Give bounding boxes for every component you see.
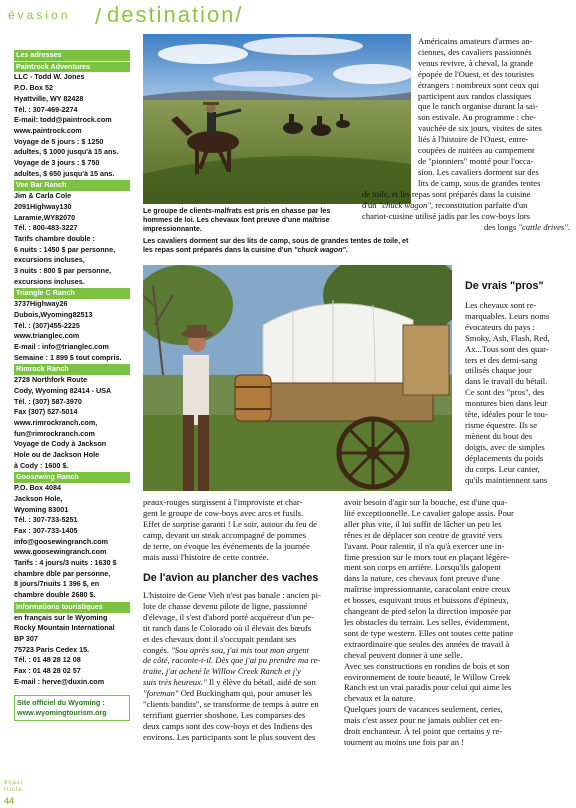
section-title: destination/ <box>107 2 244 27</box>
article-quote: de côté, raconte-t-il. Dès que j'ai pu prendre ma re- <box>143 655 321 666</box>
sidebar-line: Fax : 307-733-1405 <box>14 525 78 535</box>
footer-label <box>4 780 23 794</box>
article-text: , reconstitution parfaite d'un <box>430 199 528 210</box>
sidebar-heading: Paintrock Adventures <box>14 62 130 73</box>
sidebar-line: en français sur le Wyoming <box>14 612 108 622</box>
section-label: évasion <box>8 8 71 22</box>
article-line: "clients bandits", se transforme de temps à autre en <box>143 699 319 710</box>
article-quote: "Sou après sou, j'ai mis tout mon argent <box>171 644 310 655</box>
header-slash: / <box>95 4 102 29</box>
article-line: évocateurs du pays : <box>465 321 535 332</box>
sidebar-line: Tél. : 307-733-5251 <box>14 515 78 525</box>
article-line: tit ranch dans le Colorado où il élevait des bœufs <box>143 622 312 633</box>
article-line: ters et des demi-sang <box>465 354 538 365</box>
sidebar-heading: Informations touristiques <box>14 602 130 613</box>
article-line: dans le travail du bétail. <box>465 376 548 387</box>
sidebar-line: adultes, $ 650 jusqu'à 15 ans. <box>14 168 115 178</box>
sidebar-line: Voyage de 3 jours : $ 750 <box>14 158 100 168</box>
official-site-box <box>14 695 130 721</box>
heading-avion: De l'avion au plancher des vaches <box>143 572 319 584</box>
sidebar-line: fun@rimrockranch.com <box>14 428 95 438</box>
article-text: . <box>567 221 570 232</box>
sidebar-line: chambre double 2680 $. <box>14 590 96 600</box>
article-line: du corps. Leur canter, <box>465 463 540 474</box>
article-line: terrifiant guerrier shoshone. Les comparses des <box>143 709 306 720</box>
caption-line: hommes de loi. Les chevaux font preuve d'une maîtrise <box>143 216 330 225</box>
article-line: épopée de l'Ouest, et des touristes <box>418 68 535 79</box>
article-line: vauchée de six jours, visites de sites <box>418 123 542 134</box>
article-line: et des chevaux dont il s'occupait pendant ses <box>143 633 297 644</box>
article-line: et bosses, esquivant trous et buissons d'épineux, <box>344 595 509 606</box>
sidebar-line: Voyage de 5 jours : $ 1250 <box>14 136 104 146</box>
article-line: cheval peuvent donner à une selle. <box>344 649 463 660</box>
sidebar-line: www.paintrock.com <box>14 125 82 135</box>
article-line: de toile, et les repas sont préparés dans la cuisine <box>362 189 531 199</box>
sidebar-line: E-mail : herve@duxin.com <box>14 676 105 686</box>
article-line: chariot-cuisine utilisé jadis par les cow-boys lors <box>362 210 531 221</box>
sidebar-line: excursions incluses. <box>14 276 85 286</box>
article-line: changeant de pied selon la direction imposée par <box>344 606 512 617</box>
photo-riders-chase <box>143 34 411 204</box>
article-line: déplacements du poids <box>465 452 544 463</box>
article-col-avion <box>143 590 340 743</box>
article-line: mais c'est assez pour ne jamais oublier cet en- <box>344 715 503 726</box>
sidebar-line: 2091Highway130 <box>14 201 72 211</box>
sidebar-line: Tarifs chambre double : <box>14 233 95 243</box>
article-col-top-right <box>418 36 570 189</box>
caption-line: Le groupe de clients-malfrats est pris en chasse par les <box>143 207 331 215</box>
article-line: Les chevaux sont re- <box>465 300 537 310</box>
article-line: d'élevage, il s'est d'abord porté acquéreur d'un pe- <box>143 611 314 622</box>
sidebar-line: Voyage de Cody à Jackson <box>14 439 107 449</box>
sidebar-line: P.O. Box 52 <box>14 83 54 93</box>
sidebar-line: 8 jours/7nuits 1 396 $, en <box>14 579 100 589</box>
article-line: lote de chasse devenu pilote de ligne, passionné <box>143 600 308 611</box>
article-emphasis: "chuck wagon" <box>378 199 431 210</box>
sidebar-line: 6 nuits : 1450 $ par personne, <box>14 244 116 254</box>
footer-line: évasi <box>4 780 24 786</box>
sidebar-line: adultes, $ 1000 jusqu'à 15 ans. <box>14 147 119 157</box>
article-col-right <box>344 497 569 748</box>
article-wide-lines <box>362 189 570 233</box>
sidebar-line: BP 307 <box>14 633 38 643</box>
sidebar-heading: Goosewing Ranch <box>14 472 130 483</box>
article-emphasis: "foreman" <box>143 688 179 699</box>
sidebar-line: Semaine : 1 899 $ tout compris. <box>14 352 122 362</box>
article-line: environnement de toute beauté, le Willow Creek <box>344 671 511 682</box>
heading-vrais-pros: De vrais "pros" <box>465 280 544 292</box>
sidebar-line: à Cody : 1600 $. <box>14 460 69 470</box>
sidebar-line: Jim & Carla Cole <box>14 191 72 201</box>
sidebar-line: E-mail: todd@paintrock.com <box>14 115 112 125</box>
article-text: d'un <box>362 199 379 210</box>
page-number: 44 <box>4 796 15 806</box>
article-text: congés. <box>143 644 172 655</box>
page-header <box>0 0 576 34</box>
article-line: lits de camp, sous de grandes tentes <box>418 177 541 188</box>
article-col-middle <box>143 497 340 562</box>
sidebar-line: Wyoming 83001 <box>14 504 69 514</box>
article-line: venus revivre, à cheval, la grande <box>418 57 534 68</box>
article-line: Ax...Tous sont des quar- <box>465 343 549 354</box>
sidebar-heading: Triangle C Ranch <box>14 288 130 299</box>
article-text: Ord Buckingham qui, pour amuser les <box>178 688 312 699</box>
chuck-wagon-image <box>143 265 452 491</box>
article-line: Effet de surprise garanti ! Le soir, autour du feu de <box>143 518 317 529</box>
article-line: tournent au moins une fois par an ! <box>344 736 465 747</box>
article-line: lité exceptionnelle. Le cavalier galope assis. Pour <box>344 507 514 518</box>
article-line: que le ranch organise durant la sai- <box>418 101 539 112</box>
article-line: camp, devant un steak accompagné de pommes <box>143 529 306 540</box>
sidebar-line: Rocky Mountain International <box>14 623 115 633</box>
caption-text: . <box>345 246 348 255</box>
sidebar-line: LLC - Todd W. Jones <box>14 72 85 82</box>
sidebar-line: Tél. : 01 48 28 12 08 <box>14 655 81 665</box>
article-line: fime pression sur le mors tout en plaçant légère- <box>344 551 510 562</box>
article-quote: traite, j'ai acheté le Willow Creek Ranch et j'y <box>143 666 301 677</box>
article-line: avoir besoin d'agir sur la bouche, est d'une qua- <box>344 497 508 507</box>
article-line: dans la nature, ces chevaux font preuve d'une <box>344 573 500 584</box>
caption-line: impressionnante. <box>143 225 202 234</box>
sidebar-line: Tél. : 307-469-2274 <box>14 104 78 114</box>
sidebar-line: chambre dble par personne, <box>14 568 111 578</box>
sidebar-line: Cody, Wyoming 82414 - USA <box>14 385 112 395</box>
site-url: www.wyomingtourism.org <box>17 708 107 718</box>
article-line: ment son corps en arrière. Lorsqu'ils galopent <box>344 562 501 573</box>
article-line: Quelques jours de vacances seulement, certes, <box>344 704 503 715</box>
article-line: de "pionniers" monté pour l'occa- <box>418 155 534 166</box>
article-line: droit enchanteur. À tel point que certains y re- <box>344 726 503 737</box>
article-line: sont de type western. Elles ont toutes cette patine <box>344 627 514 638</box>
sidebar-line: 75723 Paris Cedex 15. <box>14 644 90 654</box>
sidebar-line: Hole ou de Jackson Hole <box>14 450 100 460</box>
caption-photo2 <box>143 237 411 255</box>
sidebar-line: Fax (307) 527-5014 <box>14 407 78 417</box>
article-line: les obstacles du terrain. Les selles, évidemment, <box>344 616 510 627</box>
article-col-pros <box>465 300 569 485</box>
sidebar-line: info@goosewingranch.com <box>14 536 109 546</box>
sidebar-line: E-mail : info@trianglec.com <box>14 341 109 351</box>
article-line: tête, idéales pour le tou- <box>465 409 548 420</box>
article-line: gent le groupe de cow-boys avec arcs et fusils. <box>143 507 304 518</box>
footer-line: rticle <box>4 787 23 793</box>
article-line: risme équestre. Ils se <box>465 419 538 430</box>
article-line: étrangers : nombreux sont ceux qui <box>418 79 539 90</box>
article-line: aller plus vite, il lui suffit de lâcher un peu les <box>344 518 502 529</box>
article-line: qu'ils maintiennent sans <box>465 474 548 485</box>
article-line: peaux-rouges surgissent à l'improviste et char- <box>143 497 303 507</box>
article-line: utilisés chaque jour <box>465 365 532 376</box>
sidebar-line: Tél. : 800-483-3227 <box>14 223 78 233</box>
sidebar-line: 3737Highway26 <box>14 299 68 309</box>
article-line: deux camps sont des cow-boys et des Indiens des <box>143 720 313 731</box>
article-line: coupées de nuitées au campement <box>418 145 535 156</box>
article-line: environs. Les participants sont le plus souvent des <box>143 731 316 742</box>
article-line: extraordinaire que seules des années de travail à <box>344 638 510 649</box>
sidebar-heading: Vee Bar Ranch <box>14 180 130 191</box>
article-line: Ranch est un vrai paradis pour celui qui aime les <box>344 682 512 693</box>
article-line: rênes et de déplacer son centre de gravité vers <box>344 529 502 540</box>
article-line: chevaux et la nature. <box>344 693 416 704</box>
article-line: l'avant. Pour ralentir, il n'a qu'à exercer une in- <box>344 540 505 551</box>
caption-text: Les cavaliers dorment sur des lits de camp, sous de grandes tentes de toile, et les repas sont préparés dans la cuisine d'un <box>143 237 409 255</box>
article-line: Smoky, Ash, Flash, Red, <box>465 332 550 343</box>
site-label: Site officiel du Wyoming : <box>17 698 105 708</box>
sidebar-line: www.goosewingranch.com <box>14 547 107 557</box>
article-text: Il y élève du bétail, aidé de son <box>206 677 316 688</box>
sidebar-line: Tarifs : 4 jours/3 nuits : 1630 $ <box>14 558 117 568</box>
article-line: L'histoire de Gene Vieh n'est pas banale : ancien pi- <box>143 590 321 600</box>
article-line: ciennes, des cavaliers passionnés <box>418 46 532 57</box>
article-line: marquables. Leurs noms <box>465 310 550 321</box>
article-line: doigts, avec de simples <box>465 441 545 452</box>
article-line: mènent du bout des <box>465 430 533 441</box>
photo-chuck-wagon <box>143 265 452 491</box>
sidebar-line: P.O. Box 4084 <box>14 483 62 493</box>
sidebar-line: 3 nuits : 800 $ par personne, <box>14 266 112 276</box>
article-line: Ce sont des "pros", des <box>465 387 545 398</box>
article-emphasis: "cattle drives" <box>518 221 568 232</box>
sidebar-heading: Les adresses <box>14 50 130 61</box>
article-line: montures bien dans leur <box>465 398 548 409</box>
article-line: maîtrise impressionnante, caracolant entre creux <box>344 584 511 595</box>
article-line: mais aussi l'histoire de cette contrée. <box>143 551 269 562</box>
caption-emphasis: "chuck wagon" <box>294 246 346 255</box>
article-line: son estivale. Au programme : che- <box>418 112 536 123</box>
article-text: des longs <box>484 221 519 232</box>
sidebar-line: 2728 Northfork Route <box>14 375 88 385</box>
sidebar-line: excursions incluses, <box>14 255 85 265</box>
sidebar-line: Jackson Hole, <box>14 493 63 503</box>
sidebar-line: Tél. : (307) 587-3970 <box>14 396 82 406</box>
sidebar-line: www.rimrockranch.com, <box>14 417 98 427</box>
riders-chase-image <box>143 34 411 204</box>
article-line: Américains amateurs d'armes an- <box>418 36 533 46</box>
sidebar-line: www.trianglec.com <box>14 331 80 341</box>
article-line: de terre, on évoque les événements de la journée <box>143 540 310 551</box>
article-quote: suis très heureux." <box>143 677 207 688</box>
sidebar-line: Fax : 01 48 28 02 57 <box>14 666 81 676</box>
sidebar-line: Tél. : (307)455-2225 <box>14 320 80 330</box>
article-line: liés à l'histoire de l'Ouest, entre- <box>418 134 529 145</box>
sidebar-line: Hyattville, WY 82428 <box>14 93 84 103</box>
sidebar-line: Dubois,Wyoming82513 <box>14 309 93 319</box>
sidebar-line: Laramie,WY82070 <box>14 212 76 222</box>
article-line: Avec ses constructions en rondins de bois et son <box>344 660 510 671</box>
sidebar-heading: Rimrock Ranch <box>14 364 130 375</box>
article-line: sion. Les cavaliers dorment sur des <box>418 166 539 177</box>
addresses-sidebar <box>14 50 130 721</box>
article-line: participent aux randos classiques <box>418 90 532 101</box>
